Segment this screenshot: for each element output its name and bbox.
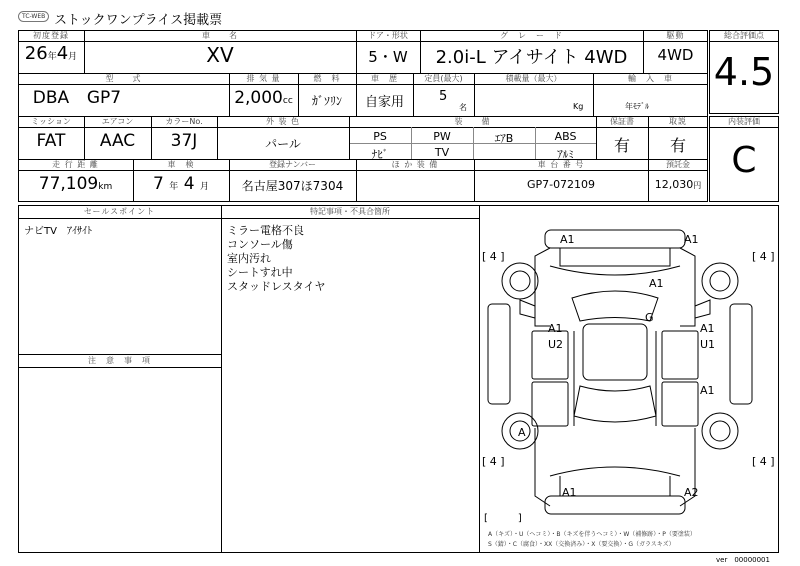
- usage-value: 自家用: [364, 95, 404, 110]
- model-prefix: DBA: [32, 88, 70, 108]
- form-title: ストックワンプライス掲載票: [54, 13, 223, 28]
- hdr-caution: 注 意 事 項: [88, 356, 151, 365]
- equip-abs: ABS: [554, 130, 577, 143]
- overall-score: 4.5: [713, 50, 775, 94]
- tire-mark: [ 4 ]: [482, 455, 505, 468]
- sales-point-text: ナビTV ｱｲｻｲﾄ: [24, 226, 92, 237]
- hdr-overall: 総合評価点: [724, 31, 764, 40]
- hdr-equipment: 装 備: [454, 117, 491, 126]
- hdr-fuel: 燃 料: [313, 74, 341, 83]
- equip-tv: TV: [434, 146, 450, 159]
- import-note: 年ﾓﾃﾞﾙ: [625, 102, 649, 111]
- hdr-plate: 登録ナンバー: [268, 160, 317, 169]
- note-item: 室内汚れ: [227, 252, 271, 265]
- warranty-value: 有: [613, 136, 630, 155]
- hdr-aircon: エアコン: [101, 117, 134, 126]
- hdr-grade: グ レ ー ド: [500, 31, 563, 40]
- hdr-exterior: 外 装 色: [265, 117, 301, 126]
- chassis-value: GP7-072109: [526, 178, 596, 191]
- tire-mark: [ 4 ]: [752, 455, 775, 468]
- car-name-value: XV: [206, 43, 234, 67]
- hdr-interior: 内装評価: [728, 117, 760, 126]
- exterior-value: パール: [265, 137, 301, 151]
- hdr-manual: 取説: [669, 117, 687, 126]
- model-value: GP7: [86, 88, 122, 108]
- equip-alumi: ｱﾙﾐ: [557, 148, 574, 161]
- damage-mark: A1: [560, 233, 575, 246]
- manual-value: 有: [669, 136, 686, 155]
- hdr-mission: ミッション: [31, 117, 71, 126]
- equip-navi: ﾅﾋﾞ: [371, 148, 389, 161]
- legend-line: A（キズ）・U（ヘコミ）・B（キズを伴うヘコミ）・W（補修跡）・P（要塗装）: [488, 531, 696, 538]
- load-unit: Kg: [573, 102, 584, 111]
- capacity-value: 5: [439, 89, 448, 104]
- hdr-usage: 車 歴: [371, 74, 398, 83]
- interior-score: C: [731, 140, 757, 181]
- logo: TC-WEB: [18, 11, 49, 22]
- damage-mark: A1: [649, 277, 664, 290]
- hdr-color-no: カラーNo.: [165, 117, 203, 126]
- damage-mark: A1: [700, 322, 715, 335]
- diagram-bracket: [ ]: [484, 513, 522, 524]
- legend-line: S（錆）・C（腐食）・XX（交換済み）・X（要交換）・G（ガラスキズ）: [488, 541, 675, 548]
- damage-mark: A1: [548, 322, 563, 335]
- hdr-chassis: 車 台 番 号: [537, 160, 585, 169]
- hdr-capacity: 定員(最大): [424, 74, 463, 83]
- hdr-displacement: 排 気 量: [246, 74, 281, 83]
- note-item: スタッドレスタイヤ: [227, 280, 326, 293]
- damage-mark: A1: [700, 384, 715, 397]
- damage-mark: A: [518, 426, 526, 439]
- hdr-deposit: 預託金: [666, 160, 690, 169]
- version: ver 00000001: [716, 556, 770, 564]
- damage-mark: A2: [684, 486, 699, 499]
- hdr-model: 型 式: [105, 74, 142, 83]
- grade-value: 2.0i-L アイサイト 4WD: [435, 47, 628, 68]
- hdr-other-equip: ほ か 装 備: [391, 160, 439, 169]
- hdr-mileage: 走 行 距 離: [52, 160, 99, 169]
- equip-pw: PW: [433, 130, 451, 143]
- note-item: コンソール傷: [227, 238, 293, 251]
- hdr-doors: ドア・形状: [368, 31, 408, 40]
- inspection-value: 7 年 4 月: [153, 174, 209, 194]
- hdr-car-name: 車 名: [202, 31, 238, 40]
- damage-mark: U1: [700, 338, 716, 351]
- drive-value: 4WD: [657, 46, 694, 64]
- plate-value: 名古屋307ほ7304: [241, 179, 344, 193]
- note-item: ミラー電格不良: [227, 224, 304, 237]
- displacement-value: 2,000cc: [234, 88, 293, 108]
- hdr-warranty: 保証書: [610, 117, 634, 126]
- equip-airbag: ｴｱB: [494, 132, 514, 145]
- aircon-value: AAC: [99, 131, 136, 151]
- hdr-drive: 駆動: [666, 31, 685, 40]
- tire-mark: [ 4 ]: [752, 250, 775, 263]
- mission-value: FAT: [36, 131, 66, 151]
- hdr-import: 輸 入 車: [628, 74, 673, 83]
- color-no-value: 37J: [170, 131, 198, 151]
- fuel-value: ｶﾞｿﾘﾝ: [311, 94, 342, 108]
- damage-mark: A1: [684, 233, 699, 246]
- deposit-value: 12,030円: [654, 178, 702, 191]
- damage-mark: G: [645, 311, 654, 324]
- tire-mark: [ 4 ]: [482, 250, 505, 263]
- capacity-unit: 名: [459, 103, 467, 112]
- damage-mark: U2: [548, 338, 564, 351]
- hdr-first-reg: 初度登録: [33, 31, 69, 40]
- hdr-sales-point: セールスポイント: [83, 207, 156, 216]
- first-reg-value: 26年4月: [24, 43, 78, 64]
- note-item: シートすれ中: [227, 266, 293, 279]
- hdr-notes: 特記事項・不具合箇所: [310, 207, 390, 216]
- hdr-inspection: 車 検: [167, 160, 195, 169]
- hdr-load: 積載量（最大）: [505, 74, 562, 83]
- mileage-value: 77,109km: [38, 174, 113, 194]
- damage-mark: A1: [562, 486, 577, 499]
- car-diagram: [480, 206, 778, 552]
- doors-value: 5・W: [368, 48, 408, 66]
- equip-ps: PS: [373, 130, 387, 143]
